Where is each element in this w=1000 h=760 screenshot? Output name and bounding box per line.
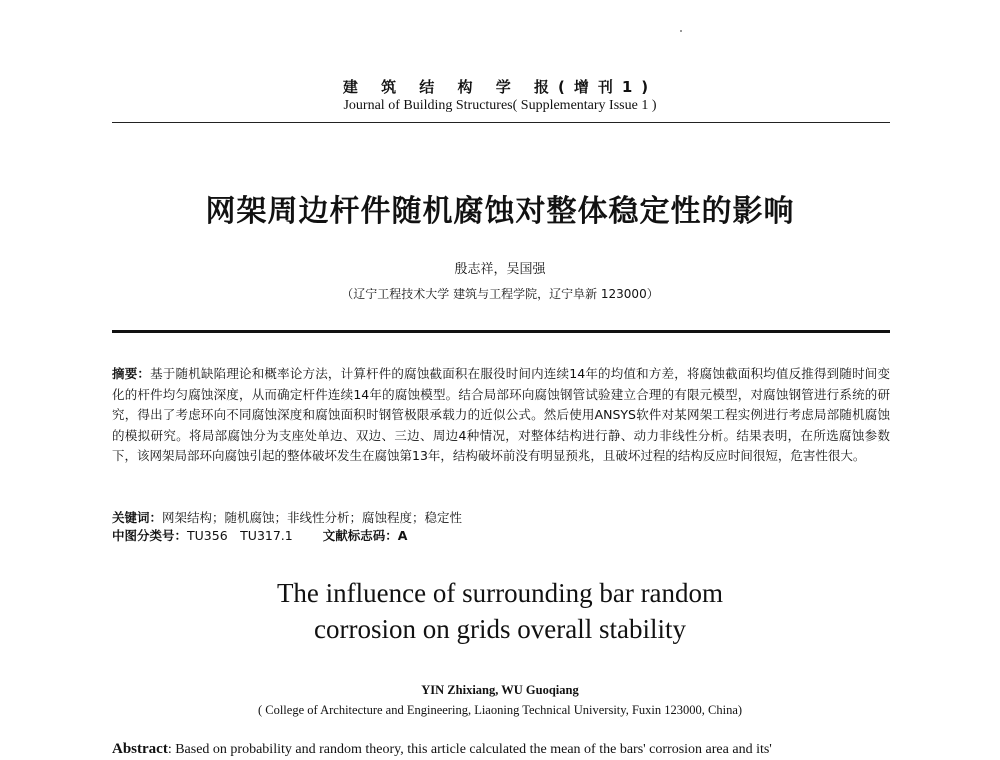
abstract-en-text: : Based on probability and random theory, this article calculated the mean of the bars' corrosion area and its' <box>167 742 772 757</box>
authors-en: YIN Zhixiang, WU Guoqiang <box>421 683 579 697</box>
scan-speck <box>680 30 682 32</box>
journal-name-en: Journal of Building Structures( Supplementary Issue 1 ) <box>343 98 657 113</box>
authors-cn: 殷志祥，吴国强 <box>454 262 546 277</box>
keywords-cn <box>112 509 890 527</box>
keywords-cn-text: 网架结构；随机腐蚀；非线性分析；腐蚀程度；稳定性 <box>162 510 463 525</box>
classification-cn <box>112 527 890 545</box>
abstract-cn-text: 基于随机缺陷理论和概率论方法，计算杆件的腐蚀截面积在服役时间内连续14年的均值和方差，将腐蚀截面积均值反推得到随时间变化的杆件均匀腐蚀深度，从而确定杆件连续14年的腐蚀模型。结合局部环向腐蚀钢管试验建立合理的有限元模型，对腐蚀钢管进行系统的研究，得出了考虑环向不同腐蚀深度和腐蚀面积时钢管极限承载力的近似公式。然后使用ANSYS软件对某网架工程实例进行考虑局部随机腐蚀的模拟研究。将局部腐蚀分为支座处单边、双边、三边、周边4种情况，对整体结构进行静、动力非线性分析。结果表明，在所选腐蚀参数下，该网架局部环向腐蚀引起的整体破坏发生在腐蚀第13年，结构破坏前没有明显预兆，且破坏过程的结构反应时间很短，危害性很大。 <box>112 366 890 463</box>
journal-name-cn: 建 筑 结 构 学 报(增刊1) <box>342 78 658 96</box>
paper-title-en-line1: The influence of surrounding bar random <box>276 578 724 608</box>
paper-title-en-line2: corrosion on grids overall stability <box>314 614 686 644</box>
clc-value: TU356 TU317.1 <box>187 528 293 543</box>
doc-code-value: A <box>397 528 408 543</box>
abstract-en-label: Abstract <box>112 741 168 757</box>
paper-title-cn: 网架周边杆件随机腐蚀对整体稳定性的影响 <box>205 194 795 229</box>
affiliation-en: ( College of Architecture and Engineering, Liaoning Technical University, Fuxin 123000, China) <box>257 703 743 717</box>
paper-title-en <box>0 575 1000 647</box>
section-divider <box>112 330 890 333</box>
affiliation-cn: （辽宁工程技术大学 建筑与工程学院，辽宁阜新 123000） <box>341 287 659 301</box>
doc-code-label: 文献标志码： <box>322 528 398 543</box>
header-rule <box>112 122 890 123</box>
keywords-cn-label: 关键词： <box>112 510 163 525</box>
clc-label: 中图分类号： <box>112 528 188 543</box>
abstract-en <box>112 741 890 758</box>
abstract-cn <box>112 364 890 467</box>
abstract-cn-label: 摘要： <box>112 366 151 381</box>
